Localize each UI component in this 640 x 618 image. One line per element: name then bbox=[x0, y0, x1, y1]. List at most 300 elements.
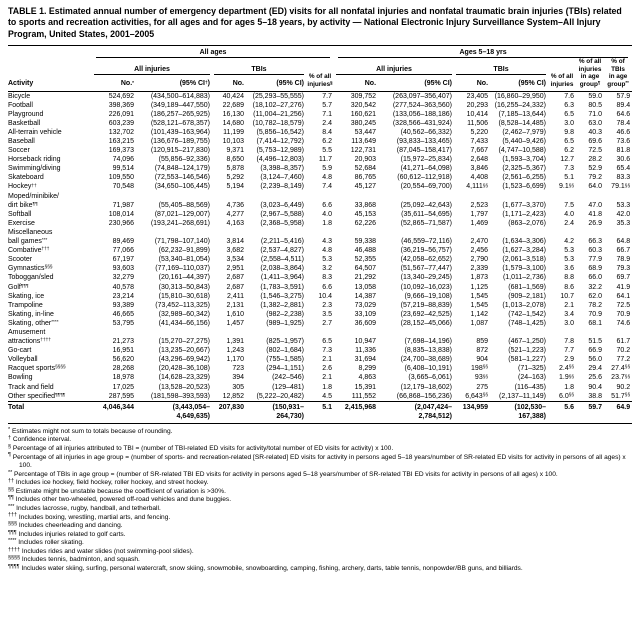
value-cell: (15,972–25,834) bbox=[400, 156, 453, 164]
value-cell: 72.5 bbox=[616, 301, 631, 309]
value-cell: 1,142 bbox=[470, 310, 489, 318]
value-cell: 2,648 bbox=[470, 156, 489, 164]
value-cell: 64.6 bbox=[616, 110, 631, 118]
value-cell: (13,235–20,667) bbox=[158, 347, 210, 355]
col-ci-all-injuries-5-18: (95% CI) bbox=[378, 75, 454, 91]
value-cell: 83.3 bbox=[616, 174, 631, 182]
value-cell: (521–1,223) bbox=[508, 347, 547, 355]
value-cell: (6,408–10,191) bbox=[404, 365, 453, 373]
value-cell: 10,103 bbox=[222, 138, 244, 146]
colgroup-all-injuries-5-18 bbox=[334, 58, 454, 75]
value-cell: 3.5 bbox=[322, 310, 333, 318]
value-cell: 12,852 bbox=[222, 392, 244, 400]
value-cell: 11,336 bbox=[355, 347, 377, 355]
value-cell: 72.5 bbox=[588, 147, 603, 155]
footnotes bbox=[8, 428, 632, 574]
value-cell: (20,554–69,700) bbox=[400, 183, 453, 191]
value-cell: 7.6 bbox=[564, 92, 575, 100]
value-cell: (1,411–3,964) bbox=[260, 274, 304, 282]
value-cell: 81.8 bbox=[616, 147, 631, 155]
value-cell: 23.7§§ bbox=[611, 374, 631, 382]
value-cell: 68.9 bbox=[588, 265, 603, 273]
value-cell: 61.7 bbox=[616, 338, 631, 346]
value-cell: 77.9 bbox=[588, 256, 603, 264]
value-cell: (2,061–3,518) bbox=[502, 256, 547, 264]
value-cell: 2,339 bbox=[470, 265, 489, 273]
value-cell: 8.6 bbox=[564, 283, 575, 291]
value-cell: 66.7 bbox=[616, 247, 631, 255]
value-cell: (73,452–113,325) bbox=[155, 301, 210, 309]
value-cell: 66.3 bbox=[588, 238, 603, 246]
value-cell: 2.7 bbox=[322, 319, 333, 327]
footnote: †† Includes ice hockey, field hockey, roller hockey, and street hockey. bbox=[8, 478, 209, 487]
value-cell: (1,382–2,881) bbox=[260, 301, 304, 309]
value-cell: 1,243 bbox=[226, 347, 244, 355]
value-cell: (13,340–29,245) bbox=[400, 274, 453, 282]
value-cell: 35.3 bbox=[616, 219, 631, 227]
value-cell: (12,179–18,602) bbox=[400, 383, 453, 391]
value-cell: 59.7 bbox=[576, 401, 604, 423]
value-cell: (3,124–7,460) bbox=[260, 174, 304, 182]
value-cell: (294–1,151) bbox=[266, 365, 304, 373]
value-cell: (14,628–23,329) bbox=[158, 374, 210, 382]
activity-cell: Skating, other**** bbox=[8, 319, 59, 327]
footnote: ¶¶¶¶ Includes water skiing, surfing, personal watercraft, snow skiing, snowmobile, snowboarding, camping, fishing, archery, darts, table tennis, nonpowder/BB guns, and billiards. bbox=[8, 563, 523, 572]
value-cell: 226,091 bbox=[108, 110, 134, 118]
value-cell: (24,700–38,689) bbox=[400, 356, 453, 364]
value-cell: 1,457 bbox=[226, 319, 244, 327]
value-cell: 5.1 bbox=[306, 401, 334, 423]
table-row bbox=[8, 246, 632, 255]
value-cell: 31,694 bbox=[354, 356, 377, 364]
value-cell: 45,127 bbox=[354, 183, 377, 191]
value-cell: (25,092–42,643) bbox=[400, 201, 453, 209]
footnote-marker: § bbox=[8, 443, 11, 450]
value-cell: 6.2 bbox=[564, 147, 575, 155]
value-cell: (742–1,542) bbox=[508, 310, 547, 318]
value-cell: 111,552 bbox=[351, 392, 377, 400]
value-cell: 33,109 bbox=[354, 310, 377, 318]
footnote: ¶¶ Includes other two-wheeled, powered off-road vehicles and dune buggies. bbox=[8, 495, 232, 504]
footnote-marker: §§§ bbox=[8, 520, 17, 527]
value-cell: 36,609 bbox=[354, 319, 377, 327]
value-cell: 6.6 bbox=[322, 283, 333, 291]
value-cell: (20,428–36,108) bbox=[158, 365, 210, 373]
activity-cell: Amusement attractions†††† bbox=[8, 328, 51, 346]
value-cell: 28.2 bbox=[588, 156, 603, 164]
header-spanner-label: Ages 5–18 yrs bbox=[338, 47, 628, 58]
value-cell: (2,462–7,979) bbox=[502, 128, 547, 136]
value-cell: 12.7 bbox=[560, 156, 575, 164]
footnote-marker: ** bbox=[8, 469, 13, 476]
value-cell: 4,277 bbox=[226, 210, 244, 218]
value-cell: 29.4 bbox=[588, 365, 603, 373]
value-cell: (8,528–14,485) bbox=[498, 119, 547, 127]
value-cell: (5,753–12,989) bbox=[256, 147, 304, 155]
value-cell: 46,665 bbox=[112, 310, 134, 318]
value-cell: 7,667 bbox=[470, 147, 489, 155]
value-cell: (2,239–8,149) bbox=[260, 183, 304, 191]
value-cell: (909–2,181) bbox=[508, 292, 547, 300]
value-cell: (71–325) bbox=[517, 365, 547, 373]
value-cell: 1.8 bbox=[322, 383, 333, 391]
activity-cell: Toboggan/sled bbox=[8, 274, 54, 282]
value-cell: 6,643§§ bbox=[465, 392, 489, 400]
activity-cell: Swimming/diving bbox=[8, 165, 61, 173]
value-cell: 51.5 bbox=[588, 338, 603, 346]
value-cell: 3,846 bbox=[470, 165, 489, 173]
table-row bbox=[8, 173, 632, 182]
value-cell: 108,014 bbox=[108, 210, 134, 218]
value-cell: (16,860–29,950) bbox=[494, 92, 547, 100]
activity-cell: Moped/minibike/ dirt bike¶¶ bbox=[8, 192, 59, 209]
value-cell: 77,066 bbox=[112, 247, 134, 255]
value-cell: 78.9 bbox=[616, 256, 631, 264]
value-cell: (181,598–393,593) bbox=[150, 392, 210, 400]
footnote: ††† Includes boxing, wrestling, martial arts, and fencing. bbox=[8, 512, 171, 521]
value-cell: (25,293–55,555) bbox=[252, 92, 304, 100]
col-ci-tbis-all-ages: (95% CI) bbox=[246, 75, 306, 91]
value-cell: 70.2 bbox=[616, 347, 631, 355]
table-row bbox=[8, 264, 632, 273]
value-cell: 122,731 bbox=[350, 147, 377, 155]
value-cell: 4.0 bbox=[322, 210, 333, 218]
activity-cell: Skateboard bbox=[8, 174, 44, 182]
table-row bbox=[8, 301, 632, 310]
colgroup-all-ages bbox=[92, 46, 334, 59]
value-cell: 2.9 bbox=[564, 356, 575, 364]
value-cell: 14,680 bbox=[222, 119, 244, 127]
value-cell: 6.5 bbox=[322, 338, 333, 346]
value-cell: (8,835–13,838) bbox=[404, 347, 453, 355]
value-cell: 2.1 bbox=[564, 301, 575, 309]
value-cell: 2.6 bbox=[322, 365, 333, 373]
value-cell: 6.2 bbox=[322, 138, 333, 146]
value-cell: 79.1§§ bbox=[611, 183, 631, 191]
footnote-marker: †† bbox=[8, 478, 14, 485]
value-cell: 93§§ bbox=[474, 374, 489, 382]
value-cell: (51,567–77,447) bbox=[400, 265, 453, 273]
value-cell: 1,087 bbox=[470, 319, 489, 327]
header-spanner-label: All injuries bbox=[94, 64, 210, 75]
value-cell: (10,782–18,579) bbox=[252, 119, 304, 127]
value-cell: 9.1§§ bbox=[558, 183, 575, 191]
value-cell: 1,545 bbox=[470, 292, 489, 300]
value-cell: (1,627–3,284) bbox=[502, 247, 547, 255]
value-cell: 3.0 bbox=[564, 119, 575, 127]
value-cell: 74,096 bbox=[112, 156, 134, 164]
table-row bbox=[8, 364, 632, 373]
value-cell: 63.0 bbox=[588, 119, 603, 127]
value-cell: 90.4 bbox=[588, 383, 603, 391]
value-cell: 20,903 bbox=[354, 156, 377, 164]
value-cell: (133,056–188,186) bbox=[392, 110, 453, 118]
value-cell: (101,439–163,964) bbox=[150, 128, 210, 136]
value-cell: 9.8 bbox=[564, 128, 575, 136]
footnote-marker: §§ bbox=[8, 486, 14, 493]
value-cell: 7.3 bbox=[564, 165, 575, 173]
value-cell: 275 bbox=[476, 383, 489, 391]
value-cell: 5,292 bbox=[226, 174, 244, 182]
table-row bbox=[8, 383, 632, 392]
table-body bbox=[8, 91, 632, 423]
col-no-tbis-5-18: No. bbox=[454, 75, 490, 91]
value-cell: 3.6 bbox=[564, 265, 575, 273]
value-cell: (7,698–14,196) bbox=[404, 338, 453, 346]
colgroup-tbis-all-ages bbox=[212, 58, 306, 75]
value-cell: (802–1,684) bbox=[266, 347, 304, 355]
value-cell: (35,611–54,695) bbox=[401, 210, 453, 218]
value-cell: (1,011–2,736) bbox=[502, 274, 547, 282]
col-pct-all-injuries-all-ages: % of all injuries§ bbox=[306, 58, 334, 91]
value-cell: 16,130 bbox=[222, 110, 244, 118]
value-cell: (11,004–21,256) bbox=[253, 110, 304, 118]
value-cell: 207,830 bbox=[212, 401, 246, 423]
value-cell: 169,373 bbox=[108, 147, 134, 155]
table-row bbox=[8, 228, 632, 246]
value-cell: 10.4 bbox=[318, 292, 333, 300]
value-cell: (16,255–24,332) bbox=[494, 101, 547, 109]
value-cell: 67,197 bbox=[112, 256, 134, 264]
value-cell: 8.3 bbox=[322, 274, 333, 282]
value-cell: (681–1,569) bbox=[508, 283, 547, 291]
footnote-marker: §§§§ bbox=[8, 555, 20, 562]
value-cell: (434,500–614,883) bbox=[150, 92, 210, 100]
value-cell: 7,433 bbox=[470, 138, 489, 146]
value-cell: (10,092–16,023) bbox=[400, 283, 453, 291]
value-cell: 8,650 bbox=[226, 156, 244, 164]
injury-table bbox=[8, 45, 632, 424]
value-cell: 25.6 bbox=[588, 374, 603, 382]
value-cell: 1.8 bbox=[564, 383, 575, 391]
value-cell: 134,959 bbox=[454, 401, 490, 423]
value-cell: (46,559–72,116) bbox=[401, 238, 453, 246]
value-cell: (1,579–3,100) bbox=[502, 265, 547, 273]
colgroup-tbis-5-18 bbox=[454, 58, 548, 75]
value-cell: (2,368–5,958) bbox=[260, 219, 304, 227]
value-cell: (755–1,585) bbox=[266, 356, 304, 364]
table-row bbox=[8, 319, 632, 328]
activity-cell: Scooter bbox=[8, 256, 33, 264]
value-cell: 73,029 bbox=[354, 301, 377, 309]
value-cell: 53,795 bbox=[112, 319, 134, 327]
footnote: §§§ Includes cheerleading and dancing. bbox=[8, 520, 123, 530]
col-ci-all-injuries-all-ages: (95% CI†) bbox=[136, 75, 212, 91]
value-cell: 2.1 bbox=[322, 356, 333, 364]
value-cell: 2,470 bbox=[470, 238, 489, 246]
value-cell: 1,391 bbox=[226, 338, 244, 346]
footnote-marker: ††† bbox=[8, 512, 17, 519]
value-cell: (66,868–156,236) bbox=[396, 392, 453, 400]
activity-cell: Total bbox=[8, 401, 92, 423]
col-pct-injuries-in-age-group: % of all injuries in age group¶ bbox=[576, 58, 604, 91]
footnote-marker: ¶¶¶¶ bbox=[8, 563, 20, 570]
col-pct-all-injuries-5-18: % of all injuries bbox=[548, 58, 576, 91]
value-cell: (3,443,054– 4,649,635) bbox=[136, 401, 212, 423]
header-group-row bbox=[8, 46, 632, 59]
value-cell: (2,137–11,149) bbox=[499, 392, 547, 400]
value-cell: 2,411 bbox=[227, 292, 244, 300]
value-cell: 6.0§§ bbox=[558, 392, 575, 400]
value-cell: 5.9 bbox=[322, 165, 333, 173]
value-cell: (43,296–69,942) bbox=[158, 356, 210, 364]
value-cell: 10.7 bbox=[560, 292, 575, 300]
value-cell: 77.2 bbox=[616, 356, 631, 364]
value-cell: (15,270–27,275) bbox=[158, 338, 210, 346]
value-cell: 70.9 bbox=[588, 310, 603, 318]
value-cell: 4.2 bbox=[564, 238, 575, 246]
activity-cell: Baseball bbox=[8, 138, 35, 146]
activity-cell: Horseback riding bbox=[8, 156, 61, 164]
value-cell: (581–1,227) bbox=[508, 356, 547, 364]
value-cell: 64.9 bbox=[604, 401, 632, 423]
value-cell: 89.4 bbox=[616, 101, 631, 109]
value-cell: 71,987 bbox=[112, 201, 134, 209]
value-cell: 163,215 bbox=[108, 138, 134, 146]
colgroup-all-injuries-all-ages bbox=[92, 58, 212, 75]
activity-cell: All-terrain vehicle bbox=[8, 128, 62, 136]
footnote-marker: ¶¶ bbox=[8, 495, 14, 502]
activity-cell: Track and field bbox=[8, 383, 54, 391]
footnote-marker: † bbox=[8, 435, 11, 442]
value-cell: (2,561–6,255) bbox=[502, 174, 547, 182]
value-cell: 5.1 bbox=[564, 174, 575, 182]
value-cell: 1.8 bbox=[322, 219, 333, 227]
value-cell: (328,566–431,924) bbox=[392, 119, 453, 127]
value-cell: 78.2 bbox=[588, 301, 603, 309]
value-cell: 160,621 bbox=[350, 110, 377, 118]
value-cell: 40.3 bbox=[588, 128, 603, 136]
value-cell: (7,414–12,792) bbox=[256, 138, 304, 146]
value-cell: (30,313–50,843) bbox=[158, 283, 210, 291]
value-cell: 5,194 bbox=[226, 183, 244, 191]
table-row bbox=[8, 110, 632, 119]
value-cell: 4.0 bbox=[564, 210, 575, 218]
total-row bbox=[8, 401, 632, 423]
value-cell: 74.6 bbox=[616, 319, 631, 327]
value-cell: (77,169–110,037) bbox=[155, 265, 210, 273]
value-cell: (87,021–129,007) bbox=[154, 210, 210, 218]
value-cell: 3,534 bbox=[226, 256, 244, 264]
value-cell: (36,219–56,757) bbox=[400, 247, 453, 255]
footnote: ¶¶¶ Includes injuries related to golf carts. bbox=[8, 529, 126, 538]
value-cell: 603,239 bbox=[108, 119, 134, 127]
value-cell: 52,684 bbox=[354, 165, 377, 173]
value-cell: (467–1,250) bbox=[508, 338, 547, 346]
value-cell: (57,219–88,839) bbox=[400, 301, 453, 309]
header-blank bbox=[8, 58, 92, 75]
value-cell: 287,595 bbox=[108, 392, 134, 400]
value-cell: 33,868 bbox=[354, 201, 377, 209]
value-cell: 2,951 bbox=[226, 265, 244, 273]
value-cell: 3,814 bbox=[226, 238, 244, 246]
header-spanner-label: All injuries bbox=[336, 64, 452, 75]
value-cell: (34,650–106,445) bbox=[154, 183, 210, 191]
value-cell: 23,214 bbox=[112, 292, 134, 300]
value-cell: 4,046,344 bbox=[92, 401, 136, 423]
value-cell: 79.2 bbox=[588, 174, 603, 182]
value-cell: 51.7§§ bbox=[611, 392, 631, 400]
value-cell: 1.9§§ bbox=[558, 374, 575, 382]
table-row bbox=[8, 91, 632, 101]
value-cell: (2,325–5,367) bbox=[502, 165, 547, 173]
value-cell: 7.5 bbox=[564, 201, 575, 209]
footnote: ** Percentage of TBIs in age group = (number of SR-related TBI ED visits for activity in persons aged 5–18 years/number of SR-related TBI ED visits for activity in persons of all ages) x 100. bbox=[8, 469, 558, 478]
value-cell: 16,951 bbox=[112, 347, 134, 355]
value-cell: 56,620 bbox=[112, 356, 134, 364]
value-cell: 41.8 bbox=[588, 210, 603, 218]
footnote-marker: * bbox=[8, 426, 11, 433]
value-cell: 305 bbox=[232, 383, 244, 391]
value-cell: 26.9 bbox=[588, 219, 603, 227]
value-cell: 70,548 bbox=[112, 183, 134, 191]
value-cell: (2,038–3,864) bbox=[260, 265, 304, 273]
value-cell: (3,398–8,357) bbox=[260, 165, 304, 173]
value-cell: 65.4 bbox=[616, 165, 631, 173]
value-cell: 2.4 bbox=[564, 219, 575, 227]
header-spanner-label: All ages bbox=[96, 47, 330, 58]
value-cell: (23,692–42,525) bbox=[400, 310, 453, 318]
value-cell: 7.3 bbox=[322, 347, 333, 355]
value-cell: (28,152–45,066) bbox=[400, 319, 453, 327]
value-cell: 1,469 bbox=[470, 219, 489, 227]
value-cell: 11.7 bbox=[318, 156, 333, 164]
value-cell: 859 bbox=[476, 338, 489, 346]
value-cell: 68.1 bbox=[588, 319, 603, 327]
value-cell: (3,023–6,449) bbox=[260, 201, 304, 209]
value-cell: 32,279 bbox=[112, 274, 134, 282]
value-cell: 5.7 bbox=[322, 101, 333, 109]
value-cell: (242–546) bbox=[272, 374, 304, 382]
value-cell: 59.0 bbox=[588, 92, 603, 100]
activity-cell: Golf¶¶¶ bbox=[8, 283, 29, 291]
value-cell: (71,798–107,140) bbox=[154, 238, 210, 246]
value-cell: 23,405 bbox=[466, 92, 489, 100]
value-cell: (2,537–4,827) bbox=[260, 247, 304, 255]
value-cell: 2,415,968 bbox=[334, 401, 378, 423]
activity-cell: Bowling bbox=[8, 374, 33, 382]
value-cell: 2,687 bbox=[226, 274, 244, 282]
value-cell: (1,677–3,370) bbox=[502, 201, 547, 209]
table-row bbox=[8, 128, 632, 137]
footnote: § Percentage of all injuries attributed to TBI = (number of TBI-related ED visits for activity/total number of ED visits for activity) x 100. bbox=[8, 443, 394, 453]
value-cell: (24–163) bbox=[517, 374, 547, 382]
table-row bbox=[8, 283, 632, 292]
value-cell: 6.6 bbox=[322, 201, 333, 209]
value-cell: (4,747–10,588) bbox=[498, 147, 547, 155]
value-cell: (120,915–217,830) bbox=[150, 147, 210, 155]
value-cell: 28,268 bbox=[112, 365, 134, 373]
value-cell: 320,542 bbox=[350, 101, 377, 109]
value-cell: (52,865–71,587) bbox=[400, 219, 453, 227]
value-cell: 69.7 bbox=[616, 274, 631, 282]
value-cell: (13,528–20,523) bbox=[158, 383, 210, 391]
table-row bbox=[8, 255, 632, 264]
header-blank bbox=[8, 46, 92, 59]
activity-cell: Volleyball bbox=[8, 356, 38, 364]
footnote: * Estimates might not sum to totals because of rounding. bbox=[8, 426, 173, 435]
value-cell: (748–1,425) bbox=[508, 319, 547, 327]
value-cell: (349,189–447,550) bbox=[150, 101, 210, 109]
value-cell: 7.7 bbox=[564, 347, 575, 355]
table-row bbox=[8, 164, 632, 173]
footnote: ¶ Percentage of all injuries in age group = (number of sports- and recreation-related [SR-related] ED visits for activity in persons aged 5–18 years/number of SR-related ED visits for activity in persons of all ages) x 100. bbox=[8, 452, 626, 470]
footnote: † Confidence interval. bbox=[8, 435, 72, 444]
value-cell: 4,408 bbox=[470, 174, 489, 182]
value-cell: 872 bbox=[476, 347, 489, 355]
value-cell: 10,414 bbox=[466, 110, 489, 118]
value-cell: 2,456 bbox=[470, 247, 489, 255]
